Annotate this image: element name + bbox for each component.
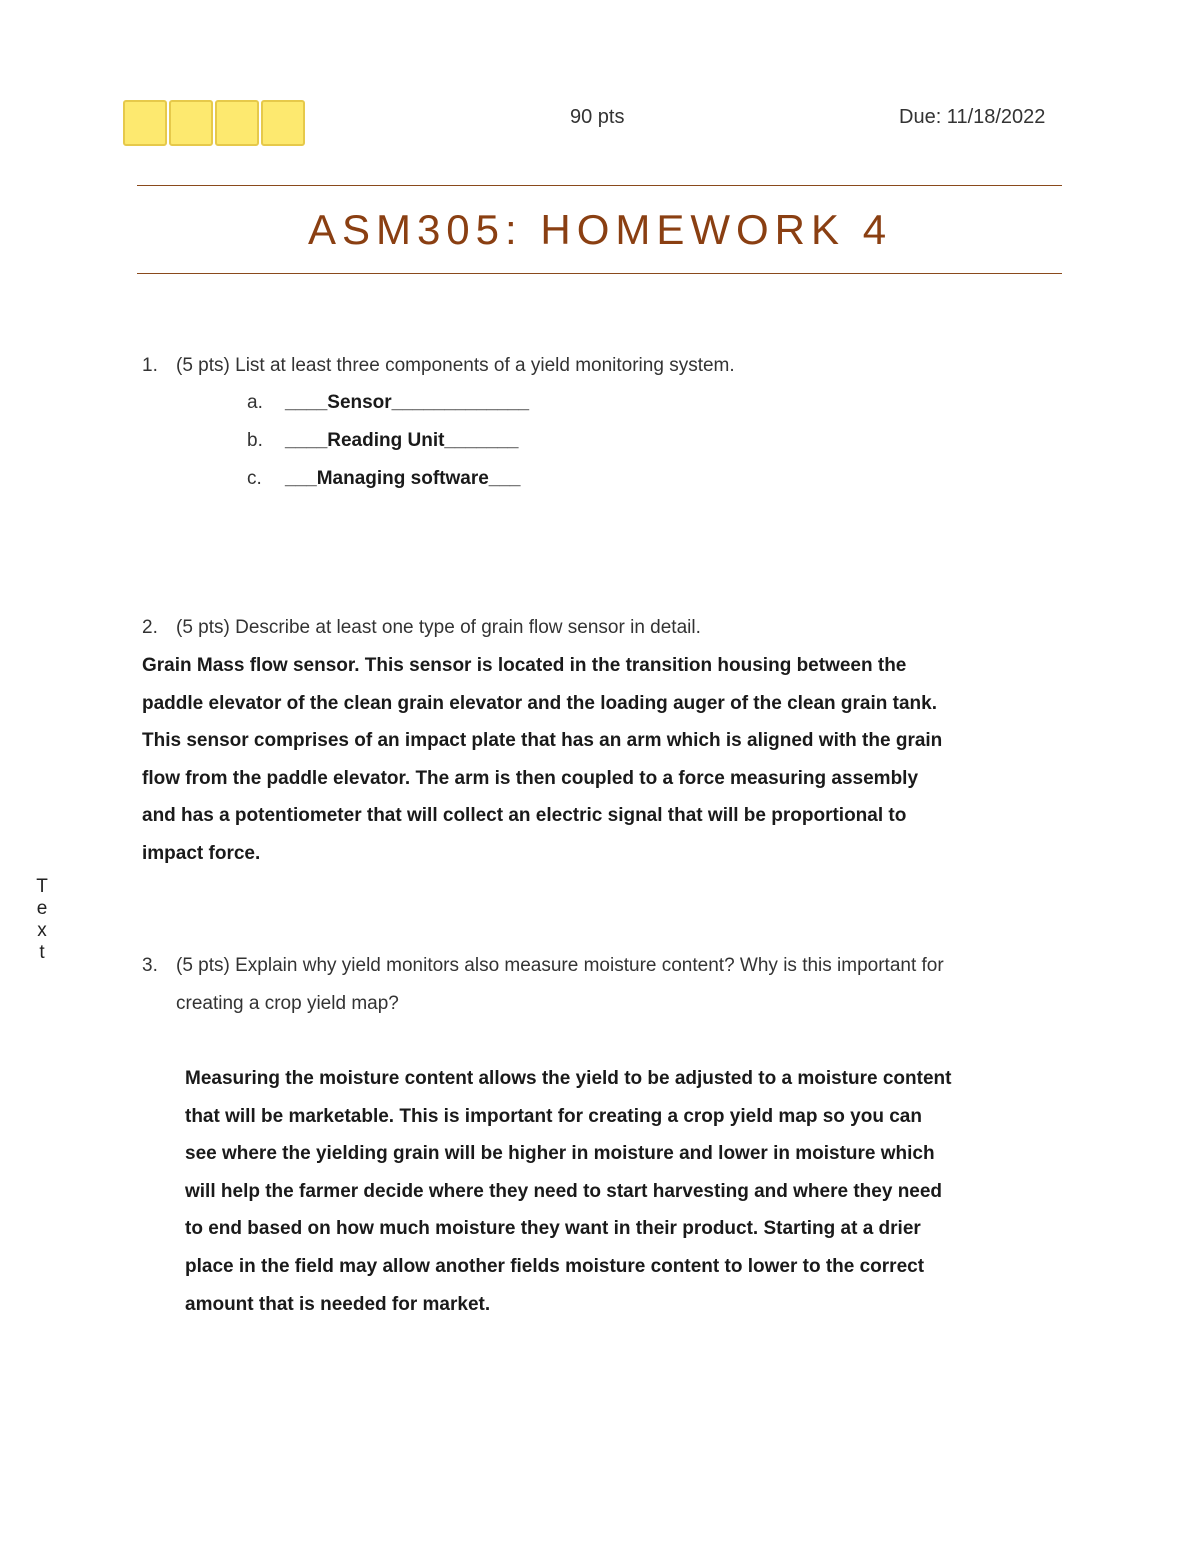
question-1-number: 1. [142,355,158,376]
answer-line: paddle elevator of the clean grain elevator and the loading auger of the clean grain tank. [142,692,938,714]
prompt-line: (5 pts) Explain why yield monitors also measure moisture content? Why is this important for [176,955,944,976]
answer-line: This sensor comprises of an impact plate that has an arm which is aligned with the grain [142,730,943,752]
question-1-answer-c [247,460,520,498]
prompt-line: creating a crop yield map? [176,993,399,1014]
points-total: 90 pts [570,106,625,128]
answer-label: b. [247,430,263,451]
question-2-prompt: (5 pts) Describe at least one type of grain flow sensor in detail. [176,617,701,638]
name-box [215,100,259,146]
answer-line: that will be marketable. This is important for creating a crop yield map so you can [185,1105,922,1127]
answer-label: a. [247,392,263,413]
answer-line: amount that is needed for market. [185,1293,491,1315]
title-rule-bottom [137,273,1062,274]
question-2-answer [142,647,942,873]
question-1-answer-b [247,422,518,460]
question-3-prompt [176,947,944,1023]
question-1-prompt: (5 pts) List at least three components of a yield monitoring system. [176,355,735,376]
margin-text [34,876,50,964]
name-box [261,100,305,146]
margin-letter: e [36,898,48,919]
margin-letter: T [36,876,48,897]
answer-label: c. [247,468,262,489]
answer-text: ____Reading Unit_______ [285,430,519,451]
answer-line: and has a potentiometer that will collect an electric signal that will be proportional to [142,805,907,827]
name-box [123,100,167,146]
question-2-number: 2. [142,617,158,638]
answer-line: will help the farmer decide where they need to start harvesting and where they need [185,1180,943,1202]
answer-line: Measuring the moisture content allows the yield to be adjusted to a moisture content [185,1068,952,1089]
question-1-answer-a [247,384,529,422]
name-boxes [123,100,307,146]
answer-text: ___Managing software___ [285,468,521,489]
page-title: ASM305: HOMEWORK 4 [307,206,893,253]
answer-line: place in the field may allow another fields moisture content to lower to the correct [185,1255,925,1277]
answer-line: see where the yielding grain will be higher in moisture and lower in moisture which [185,1143,935,1165]
answer-line: impact force. [142,842,261,864]
due-date: Due: 11/18/2022 [899,106,1046,128]
question-3-answer [185,1060,951,1323]
question-3-number: 3. [142,955,158,976]
answer-text: ____Sensor_____________ [285,392,530,413]
margin-letter: x [37,920,47,941]
answer-line: to end based on how much moisture they want in their product. Starting at a drier [185,1218,921,1240]
title-rule-top [137,185,1062,186]
answer-line: flow from the paddle elevator. The arm is then coupled to a force measuring assembly [142,767,919,789]
answer-line: Grain Mass flow sensor. This sensor is located in the transition housing between the [142,655,907,676]
margin-letter: t [39,942,45,963]
name-box [169,100,213,146]
